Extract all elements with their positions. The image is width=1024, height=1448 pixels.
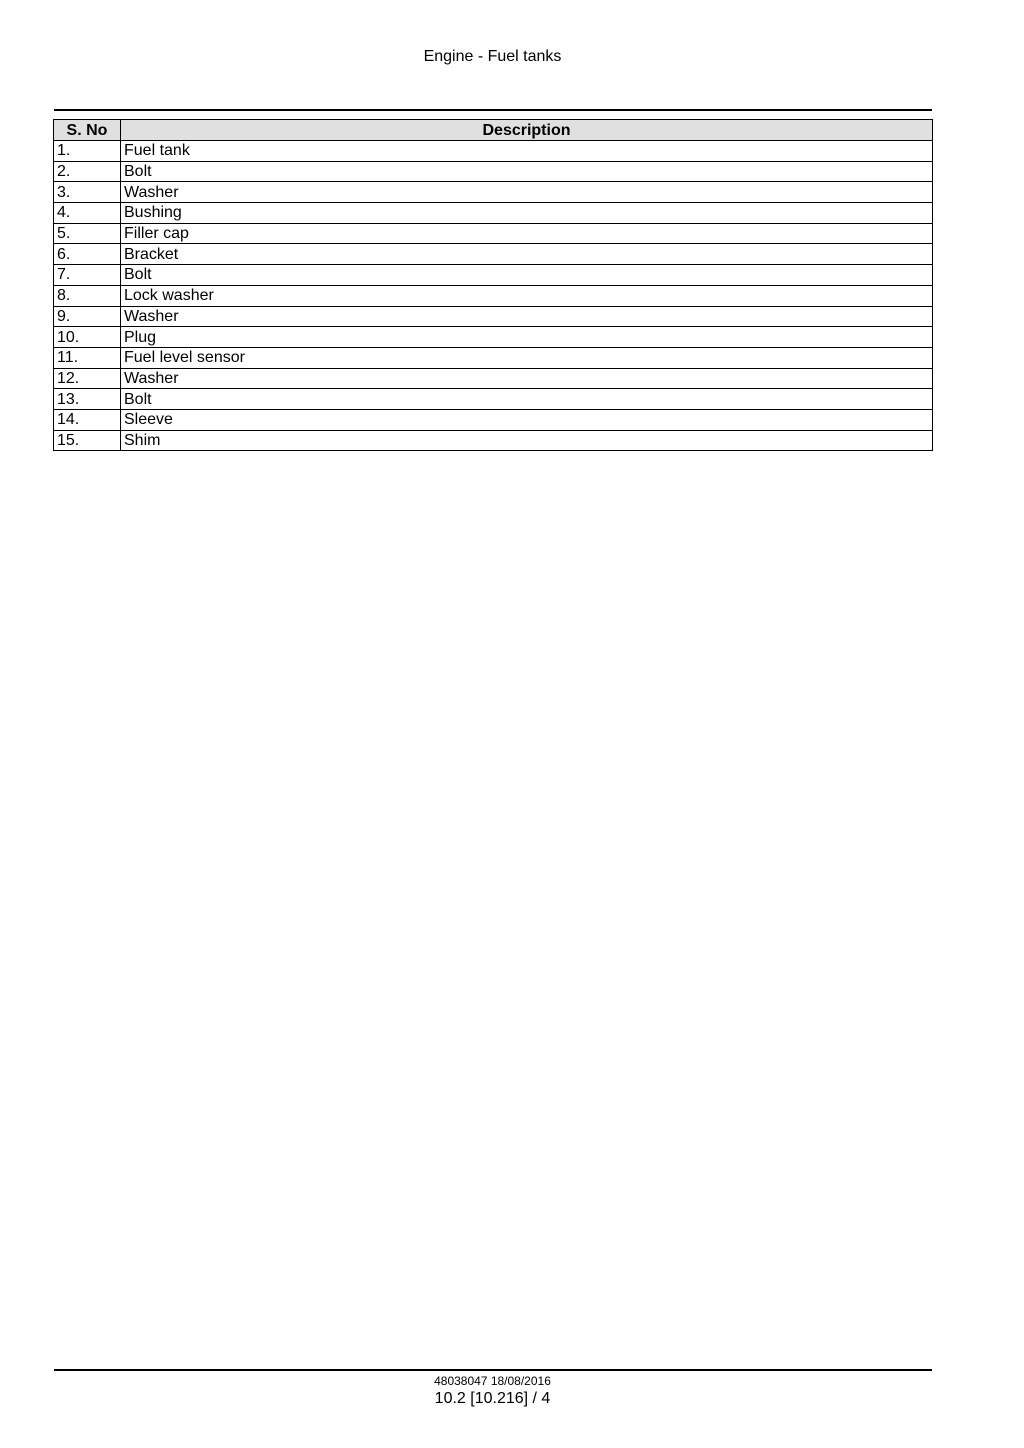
table-row	[54, 161, 933, 182]
cell-description: Sleeve	[121, 409, 933, 430]
cell-description: Washer	[121, 368, 933, 389]
cell-sno: 12.	[54, 368, 121, 389]
table-row	[54, 409, 933, 430]
cell-description: Plug	[121, 327, 933, 348]
cell-description: Bracket	[121, 244, 933, 265]
table-header-row	[54, 120, 933, 141]
page-title: Engine - Fuel tanks	[423, 48, 562, 65]
column-header-sno: S. No	[54, 120, 121, 141]
cell-sno: 9.	[54, 306, 121, 327]
cell-sno: 6.	[54, 244, 121, 265]
cell-description: Shim	[121, 430, 933, 451]
cell-sno: 13.	[54, 389, 121, 410]
cell-sno: 14.	[54, 409, 121, 430]
cell-sno: 2.	[54, 161, 121, 182]
cell-description: Washer	[121, 182, 933, 203]
cell-description: Fuel tank	[121, 141, 933, 162]
table-row	[54, 285, 933, 306]
cell-sno: 8.	[54, 285, 121, 306]
cell-description: Filler cap	[121, 223, 933, 244]
table-row	[54, 141, 933, 162]
table-row	[54, 244, 933, 265]
cell-sno: 1.	[54, 141, 121, 162]
cell-sno: 4.	[54, 203, 121, 224]
cell-description: Bushing	[121, 203, 933, 224]
column-header-description: Description	[121, 120, 933, 141]
cell-description: Lock washer	[121, 285, 933, 306]
footer-page-reference: 10.2 [10.216] / 4	[434, 1390, 551, 1407]
table-row	[54, 327, 933, 348]
cell-sno: 10.	[54, 327, 121, 348]
table-row	[54, 368, 933, 389]
cell-description: Bolt	[121, 265, 933, 286]
table-row	[54, 306, 933, 327]
table-row	[54, 203, 933, 224]
cell-sno: 7.	[54, 265, 121, 286]
footer-divider	[54, 1369, 932, 1371]
table-row	[54, 430, 933, 451]
cell-sno: 3.	[54, 182, 121, 203]
table-row	[54, 265, 933, 286]
footer-document-id: 48038047 18/08/2016	[434, 1374, 551, 1388]
cell-sno: 11.	[54, 347, 121, 368]
table-row	[54, 347, 933, 368]
table-row	[54, 182, 933, 203]
table-row	[54, 223, 933, 244]
cell-sno: 5.	[54, 223, 121, 244]
parts-table	[53, 119, 933, 451]
cell-description: Bolt	[121, 389, 933, 410]
cell-description: Bolt	[121, 161, 933, 182]
cell-description: Fuel level sensor	[121, 347, 933, 368]
table-row	[54, 389, 933, 410]
header-divider	[54, 109, 932, 111]
cell-description: Washer	[121, 306, 933, 327]
cell-sno: 15.	[54, 430, 121, 451]
